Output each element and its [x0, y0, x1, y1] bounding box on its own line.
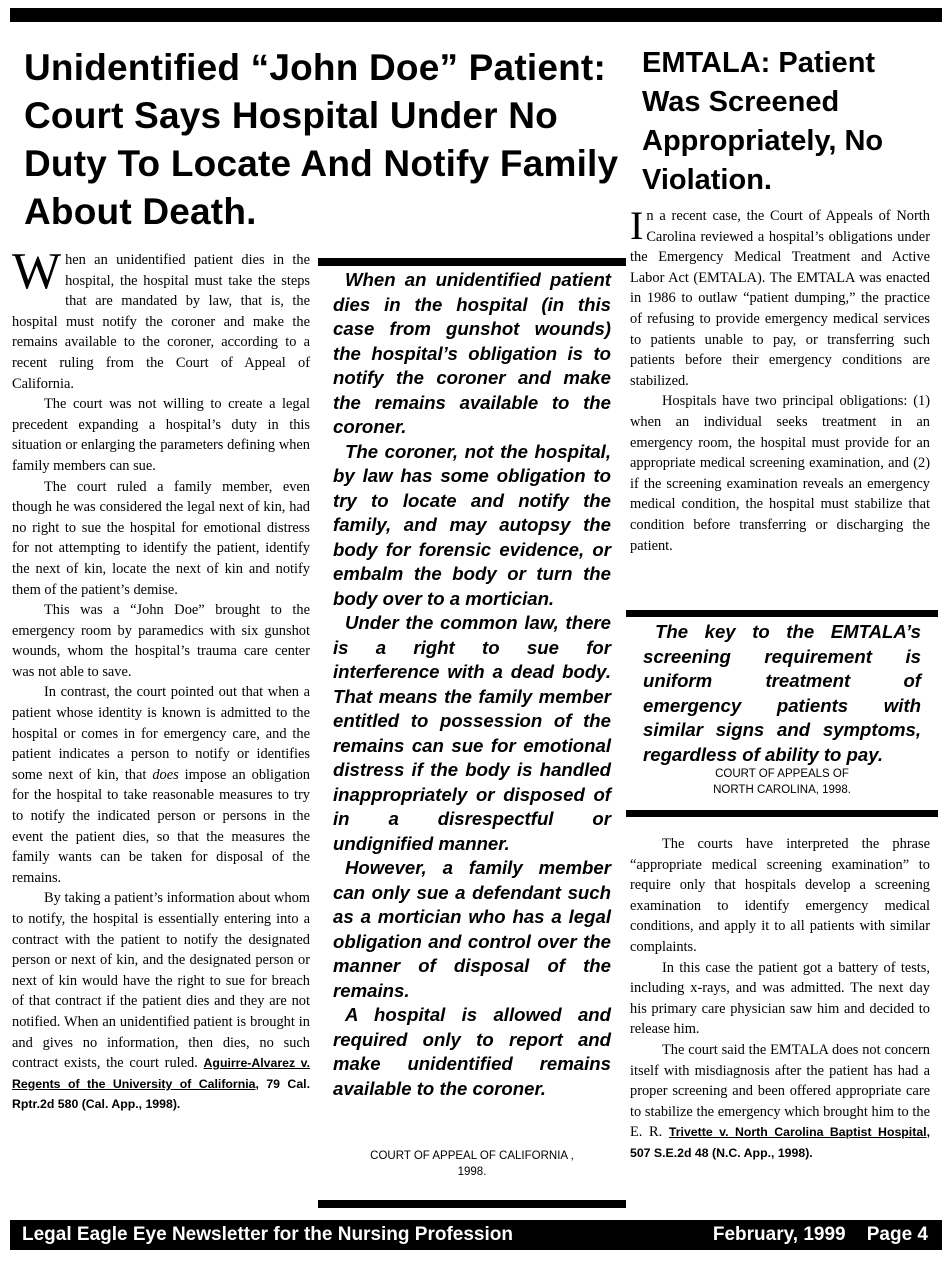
- case-citation: Trivette v. North Carolina Baptist Hospital, 507 S.E.2d 48 (N.C. App., 1998).: [630, 1125, 930, 1160]
- case-citation: Aguirre-Alvarez v. Regents of the University of California, 79 Cal. Rptr.2d 580 (Cal. App., 1998).: [12, 1056, 310, 1112]
- main-article-paragraph: The court ruled a family member, even though he was considered the legal next of kin, had no right to sue the hospital for emotional distress for not attempting to identify the patient, identify the next of kin, locate the next of kin and notify them of the patient’s demise.: [12, 478, 310, 598]
- main-article-paragraph: This was a “John Doe” brought to the emergency room by paramedics with six gunshot wounds, whom the hospital’s trauma care center was not able to save.: [12, 602, 310, 680]
- pullquote-paragraph: When an unidentified patient dies in the hospital (in this case from gunshot wounds) the hospital’s obligation is to notify the coroner and make the remains available to the coroner.: [333, 269, 611, 437]
- drop-cap: I: [630, 203, 644, 248]
- pullquote-attribution: COURT OF APPEAL OF CALIFORNIA , 1998.: [370, 1150, 574, 1178]
- pullquote-paragraph: Under the common law, there is a right to sue for interference with a dead body. That means the family member entitled to possession of the remains can sue for emotional distress if the body is handled inappropriately or disposed of in a disrespectful or undignified manner.: [333, 612, 611, 854]
- issue-info: [713, 1224, 928, 1246]
- side-article-body-bottom: [630, 834, 930, 1164]
- emphasis-text: does: [152, 766, 179, 783]
- side-article-paragraph: Hospitals have two principal obligations: (1) when an individual seeks treatment in an emergency room, the hospital must provide for an appropriate medical screening examination, and (2) if the screening examination reveals an emergency medical condition, the hospital must stabilize that condition before transferring or discharging the patient.: [630, 393, 930, 554]
- main-article-paragraph: The court was not willing to create a legal precedent expanding a hospital’s duty in this situation or enlarging the parameters defining when family members can sue.: [12, 396, 310, 474]
- main-article-paragraph: By taking a patient’s information about whom to notify, the hospital is essentially entering into a contract with the patient to notify the designated person or next of kin, and the designated person or next of kin would have the right to sue for breach of that contract if the patient dies and they are not notified. When an unidentified patient is brought in and gives no information, then dies, no such contract exists, the court ruled. Aguirre-Alvarez v. Regents of the University of California, 79 Cal. Rptr.2d 580 (Cal. App., 1998).: [12, 890, 310, 1112]
- main-headline: Unidentified “John Doe” Patient: Court Says Hospital Under No Duty To Locate And Notify Family About Death.: [24, 47, 619, 232]
- side-article-paragraph: The courts have interpreted the phrase “appropriate medical screening examination” to require only that hospitals develop a screening examination to identify emergency medical conditions, and apply it to all patients with similar complaints.: [630, 836, 930, 955]
- side-headline: EMTALA: Patient Was Screened Appropriately, No Violation.: [642, 47, 884, 196]
- main-article-paragraph: When an unidentified patient dies in the hospital, the hospital must take the steps that are mandated by law, that is, the hospital must notify the coroner and make the remains available to the coroner, according to a recent ruling from the Court of Appeal of California.: [12, 243, 310, 392]
- pullquote-paragraph: A hospital is allowed and required only to report and make unidentified remains available to the coroner.: [333, 1004, 611, 1099]
- pullquote-paragraph: The coroner, not the hospital, by law has some obligation to try to locate and notify the family, and may autopsy the body for forensic evidence, or embalm the body or turn the body over to a mortician.: [333, 440, 611, 609]
- pullquote-paragraph: However, a family member can only sue a defendant such as a mortician who has a legal obligation and control over the manner of disposal of the remains.: [333, 857, 611, 1001]
- side-pullquote-attribution: COURT OF APPEALS OF NORTH CAROLINA, 1998.: [713, 768, 851, 796]
- side-article-paragraph: In a recent case, the Court of Appeals of North Carolina reviewed a hospital’s obligations under the Emergency Medical Treatment and Active Labor Act (EMTALA). The EMTALA was enacted in 1986 to outlaw “patient dumping,” the practice of refusing to provide emergency medical services to patients unable to pay, or transferring such patients before their emergency conditions are stabilized.: [630, 203, 930, 389]
- side-pullquote-rule-bottom: [626, 810, 938, 817]
- pullquote-paragraph: The key to the EMTALA’s screening requirement is uniform treatment of emergency patients with similar signs and symptoms, regardless of ability to pay.: [643, 621, 921, 765]
- side-article-paragraph: In this case the patient got a battery of tests, including x-rays, and was admitted. The next day his primary care physician saw him and decided to release him.: [630, 959, 930, 1038]
- main-pullquote: [333, 268, 611, 1101]
- pullquote-rule-top: [318, 258, 626, 266]
- top-rule: [10, 8, 942, 22]
- case-name: Aguirre-Alvarez v. Regents of the University of California: [12, 1056, 310, 1091]
- page-number: Page 4: [866, 1224, 928, 1245]
- side-pullquote: [643, 620, 921, 767]
- side-article-body-top: [630, 203, 930, 556]
- issue-date: February, 1999: [712, 1224, 846, 1245]
- main-article-paragraph: In contrast, the court pointed out that when a patient whose identity is known is admitted to the hospital or comes in for emergency care, and the patient indicates a person to notify or identifies some next of kin, that does impose an obligation for the hospital to take reasonable measures to try to notify the indicated person or persons in the event the patient dies, so that the measures the family wants can be taken for disposal of the remains.: [12, 684, 310, 886]
- side-article-paragraph: The court said the EMTALA does not concern itself with misdiagnosis after the patient has had a proper screening and been offered appropriate care to stabilize the emergency which brought him to the E. R. Trivette v. North Carolina Baptist Hospital, 507 S.E.2d 48 (N.C. App., 1998).: [630, 1041, 930, 1160]
- publication-name: Legal Eagle Eye Newsletter for the Nursing Profession: [22, 1224, 513, 1245]
- main-article-body: [12, 243, 310, 1115]
- side-pullquote-rule-top: [626, 610, 938, 617]
- drop-cap: W: [12, 243, 62, 300]
- case-name: Trivette v. North Carolina Baptist Hospital: [668, 1125, 927, 1140]
- footer-bar: [10, 1220, 942, 1250]
- pullquote-rule-bottom: [318, 1200, 626, 1208]
